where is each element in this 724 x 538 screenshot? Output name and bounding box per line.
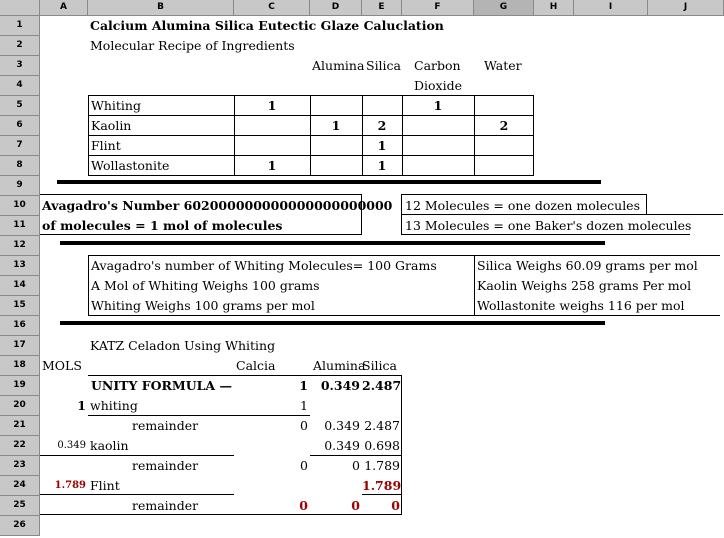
katz-silica-label[interactable]: Silica xyxy=(362,358,398,373)
unity-label[interactable]: UNITY FORMULA — xyxy=(91,378,232,393)
recipe-name-kaolin[interactable]: Kaolin xyxy=(91,118,132,133)
flint-label[interactable]: Flint xyxy=(90,478,120,493)
col-header-c[interactable]: C xyxy=(234,0,310,16)
weights-left-2[interactable]: A Mol of Whiting Weighs 100 grams xyxy=(91,278,320,293)
dozen-line-1[interactable]: 12 Molecules = one dozen molecules xyxy=(405,198,640,213)
katz-alumina-label[interactable]: Alumina xyxy=(313,358,366,373)
remainder-1-silica[interactable]: 2.487 xyxy=(364,418,400,433)
col-header-f[interactable]: F xyxy=(402,0,474,16)
recipe-kaolin-water[interactable]: 2 xyxy=(499,118,509,133)
row-header-1[interactable]: 1 xyxy=(0,16,40,36)
sheet-subtitle[interactable]: Molecular Recipe of Ingredients xyxy=(90,38,295,53)
row-header-3[interactable]: 3 xyxy=(0,56,40,76)
unity-silica[interactable]: 2.487 xyxy=(362,378,402,393)
row-header-14[interactable]: 14 xyxy=(0,276,40,296)
col-header-i[interactable]: I xyxy=(574,0,648,16)
row-header-4[interactable]: 4 xyxy=(0,76,40,96)
whiting-calcia[interactable]: 1 xyxy=(300,398,308,413)
row-header-2[interactable]: 2 xyxy=(0,36,40,56)
recipe-whiting-calcia[interactable]: 1 xyxy=(267,98,277,113)
header-carbon[interactable]: Carbon xyxy=(414,58,461,73)
header-dioxide[interactable]: Dioxide xyxy=(414,78,462,93)
corner-select-all[interactable] xyxy=(0,0,40,16)
row-header-22[interactable]: 22 xyxy=(0,436,40,456)
row-header-21[interactable]: 21 xyxy=(0,416,40,436)
unity-calcia[interactable]: 1 xyxy=(299,378,308,393)
katz-mols-label[interactable]: MOLS xyxy=(42,358,82,373)
row-header-8[interactable]: 8 xyxy=(0,156,40,176)
recipe-name-flint[interactable]: Flint xyxy=(91,138,121,153)
whiting-label[interactable]: whiting xyxy=(90,398,138,413)
kaolin-alumina[interactable]: 0.349 xyxy=(324,438,360,453)
recipe-whiting-co2[interactable]: 1 xyxy=(433,98,443,113)
remainder-2-label[interactable]: remainder xyxy=(132,458,199,473)
col-header-a[interactable]: A xyxy=(40,0,88,16)
row-header-9[interactable]: 9 xyxy=(0,176,40,196)
remainder-2-alumina[interactable]: 0 xyxy=(352,458,360,473)
kaolin-silica[interactable]: 0.698 xyxy=(364,438,400,453)
recipe-kaolin-alumina[interactable]: 1 xyxy=(331,118,341,133)
separator-line xyxy=(60,321,605,325)
kaolin-mols[interactable]: 0.349 xyxy=(57,440,86,451)
row-header-6[interactable]: 6 xyxy=(0,116,40,136)
col-header-b[interactable]: B xyxy=(88,0,234,16)
sheet-title[interactable]: Calcium Alumina Silica Eutectic Glaze Caluclation xyxy=(90,18,444,33)
flint-mols[interactable]: 1.789 xyxy=(54,480,86,491)
row-header-18[interactable]: 18 xyxy=(0,356,40,376)
recipe-kaolin-silica[interactable]: 2 xyxy=(377,118,387,133)
row-header-16[interactable]: 16 xyxy=(0,316,40,336)
katz-title[interactable]: KATZ Celadon Using Whiting xyxy=(90,338,276,353)
remainder-1-alumina[interactable]: 0.349 xyxy=(324,418,360,433)
row-header-26[interactable]: 26 xyxy=(0,516,40,536)
recipe-name-whiting[interactable]: Whiting xyxy=(91,98,141,113)
header-water[interactable]: Water xyxy=(484,58,522,73)
dozen-line-2[interactable]: 13 Molecules = one Baker's dozen molecules xyxy=(405,218,692,233)
row-header-25[interactable]: 25 xyxy=(0,496,40,516)
row-header-7[interactable]: 7 xyxy=(0,136,40,156)
recipe-flint-silica[interactable]: 1 xyxy=(377,138,387,153)
weights-right-1[interactable]: Silica Weighs 60.09 grams per mol xyxy=(477,258,698,273)
recipe-wollastonite-calcia[interactable]: 1 xyxy=(267,158,277,173)
weights-left-1[interactable]: Avagadro's number of Whiting Molecules= 100 Grams xyxy=(91,258,437,273)
flint-silica[interactable]: 1.789 xyxy=(362,478,402,493)
row-header-20[interactable]: 20 xyxy=(0,396,40,416)
kaolin-label[interactable]: kaolin xyxy=(90,438,129,453)
header-silica[interactable]: Silica xyxy=(366,58,402,73)
row-header-11[interactable]: 11 xyxy=(0,216,40,236)
avogadro-line-1[interactable]: Avagadro's Number 602000000000000000000000 xyxy=(42,198,393,213)
col-header-g[interactable]: G xyxy=(474,0,534,16)
remainder-3-alumina[interactable]: 0 xyxy=(351,498,360,513)
remainder-1-calcia[interactable]: 0 xyxy=(300,418,308,433)
remainder-3-silica[interactable]: 0 xyxy=(391,498,400,513)
row-header-5[interactable]: 5 xyxy=(0,96,40,116)
remainder-3-calcia[interactable]: 0 xyxy=(299,498,308,513)
weights-right-3[interactable]: Wollastonite weighs 116 per mol xyxy=(477,298,685,313)
remainder-1-label[interactable]: remainder xyxy=(132,418,199,433)
row-header-12[interactable]: 12 xyxy=(0,236,40,256)
avogadro-line-2[interactable]: of molecules = 1 mol of molecules xyxy=(42,218,283,233)
row-header-10[interactable]: 10 xyxy=(0,196,40,216)
header-alumina[interactable]: Alumina xyxy=(312,58,365,73)
remainder-3-label[interactable]: remainder xyxy=(132,498,199,513)
row-header-13[interactable]: 13 xyxy=(0,256,40,276)
row-header-17[interactable]: 17 xyxy=(0,336,40,356)
whiting-mols[interactable]: 1 xyxy=(77,398,86,413)
recipe-name-wollastonite[interactable]: Wollastonite xyxy=(91,158,170,173)
separator-line xyxy=(57,180,601,184)
col-header-j[interactable]: J xyxy=(648,0,724,16)
row-header-23[interactable]: 23 xyxy=(0,456,40,476)
katz-calcia-label[interactable]: Calcia xyxy=(236,358,276,373)
separator-line xyxy=(60,241,605,245)
remainder-2-calcia[interactable]: 0 xyxy=(300,458,308,473)
col-header-d[interactable]: D xyxy=(310,0,362,16)
unity-alumina[interactable]: 0.349 xyxy=(320,378,360,393)
row-header-24[interactable]: 24 xyxy=(0,476,40,496)
remainder-2-silica[interactable]: 1.789 xyxy=(364,458,400,473)
row-header-19[interactable]: 19 xyxy=(0,376,40,396)
weights-right-2[interactable]: Kaolin Weighs 258 grams Per mol xyxy=(477,278,692,293)
recipe-wollastonite-silica[interactable]: 1 xyxy=(377,158,387,173)
weights-left-3[interactable]: Whiting Weighs 100 grams per mol xyxy=(91,298,315,313)
row-header-15[interactable]: 15 xyxy=(0,296,40,316)
col-header-h[interactable]: H xyxy=(534,0,574,16)
col-header-e[interactable]: E xyxy=(362,0,402,16)
